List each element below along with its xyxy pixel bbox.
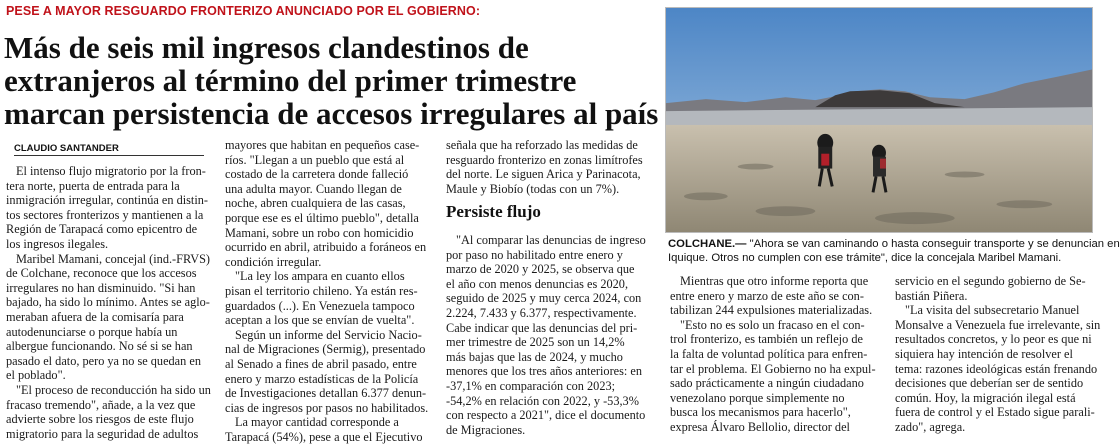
- text-line: servicio en el segundo gobierno de Se-: [895, 274, 1086, 288]
- text-line: fuera de control y el Estado sigue parali-: [895, 405, 1095, 420]
- headline-line: Más de seis mil ingresos clandestinos de: [4, 30, 529, 65]
- text-line: bajado, ha sido lo mínimo. Antes se aglo-: [6, 295, 210, 310]
- text-line: mayores que habitan en pequeños case-: [225, 138, 420, 152]
- text-line: tema: razones ideológicas están frenando: [895, 361, 1098, 376]
- text-line: noche, abren cualquiera de las casas,: [225, 196, 406, 211]
- headline-line: extranjeros al término del primer trimestre: [4, 63, 577, 98]
- text-line: Según un informe del Servicio Nacio-: [235, 327, 422, 342]
- text-line: decisiones que deberían ser de sentido: [895, 376, 1084, 391]
- article-column-4: [670, 274, 880, 435]
- section-subhead: Persiste flujo: [446, 202, 541, 221]
- news-photo: [665, 7, 1093, 233]
- text-line: Tarapacá (54%), pese a que el Ejecutivo: [225, 429, 423, 444]
- text-line: tera norte, puerta de entrada para la: [6, 178, 180, 193]
- text-line: "Al comparar las denuncias de ingreso: [456, 233, 646, 247]
- text-line: entre enero y marzo de este año se con-: [670, 288, 864, 303]
- text-line: Maule y Biobío (todas con un 7%).: [446, 181, 620, 196]
- text-line: porque ese es el último pueblo", detalla: [225, 210, 419, 225]
- text-line: "La ley los ampara en cuanto ellos: [235, 269, 405, 284]
- text-line: enero y marzo estadísticas de la Policía: [225, 371, 419, 386]
- text-line: expresa Álvaro Bellolio, director del: [670, 419, 850, 434]
- caption-line: Iquique. Otros no cumplen con ese trámite", dice la concejala Maribel Mamani.: [668, 252, 1062, 264]
- text-line: meraban afuera de la comisaría para: [6, 309, 184, 324]
- article-headline: [4, 30, 659, 131]
- text-line: de Investigaciones detallan 6.377 denun-: [225, 386, 427, 401]
- text-line: resguardo fronterizo en zonas limítrofes: [446, 152, 643, 167]
- text-line: Región de Tarapacá como epicentro de: [6, 222, 198, 237]
- text-line: los ingresos ilegales.: [6, 236, 109, 251]
- text-line: al Senado a fines de abril pasado, entre: [225, 356, 417, 371]
- article-kicker: PESE A MAYOR RESGUARDO FRONTERIZO ANUNCIADO POR EL GOBIERNO:: [6, 4, 481, 18]
- text-line: bastián Piñera.: [895, 288, 968, 303]
- text-line: señala que ha reforzado las medidas de: [446, 138, 638, 152]
- text-line: trol fronterizo, es también un reflejo de: [670, 332, 863, 347]
- text-line: el poblado".: [6, 368, 66, 383]
- photo-caption: [668, 237, 1120, 265]
- text-line: mer trimestre de 2025 son un 14,2%: [446, 335, 625, 350]
- caption-location-label: COLCHANE.—: [668, 238, 747, 250]
- text-line: Mamani, sobre un robo con homicidio: [225, 225, 414, 240]
- text-line: tar el problema. El Gobierno no ha expul-: [670, 361, 876, 376]
- text-line: Maribel Mamani, concejal (ind.-FRVS): [16, 251, 211, 266]
- text-line: pisan el territorio chileno. Ya están res-: [225, 283, 418, 298]
- altiplano-photo-illustration: [666, 8, 1092, 232]
- text-line: la falta de voluntad política para enfren-: [670, 346, 868, 361]
- text-line: busca los mecanismos para hacerlo",: [670, 405, 851, 420]
- article-column-2: [225, 138, 435, 444]
- text-line: ríos. "Llegan a un pueblo que está al: [225, 152, 405, 167]
- text-line: ocurrido en abril, atribuido a foráneos en: [225, 240, 427, 255]
- text-line: resultados concretos, y lo peor es que ni: [895, 332, 1092, 347]
- text-line: La mayor cantidad corresponde a: [235, 415, 399, 430]
- article-column-3: [446, 138, 656, 196]
- text-line: aceptan a los que se envían de vuelta".: [225, 313, 415, 328]
- text-line: Monsalve a Venezuela fue irrelevante, sin: [895, 317, 1101, 332]
- text-line: 2.224, 7.433 y 6.377, respectivamente.: [446, 305, 637, 320]
- text-line: sado prácticamente a ningún ciudadano: [670, 376, 864, 391]
- caption-line: [668, 237, 1120, 251]
- text-line: advierte sobre los riesgos de este flujo: [6, 412, 194, 427]
- text-line: migratorio para la seguridad de adultos: [6, 426, 199, 441]
- text-line: condición irregular.: [225, 254, 322, 269]
- text-line: cias de ingresos por pasos no habilitados.: [225, 400, 429, 415]
- text-line: guardados (...). En Venezuela tampoco: [225, 298, 415, 313]
- text-line: común. Hoy, la migración ilegal está: [895, 390, 1076, 405]
- text-line: El intenso flujo migratorio por la fron-: [16, 164, 206, 178]
- text-line: de Colchane, reconoce que los accesos: [6, 266, 197, 281]
- text-line: costado de la carretera donde falleció: [225, 167, 409, 182]
- text-line: "Esto no es solo un fracaso en el con-: [680, 317, 865, 332]
- text-line: seguido de 2025 y muy cerca 2024, con: [446, 291, 642, 306]
- text-line: el año con menos denuncias es 2020,: [446, 276, 629, 291]
- text-line: venezolano porque simplemente no: [670, 390, 845, 405]
- text-line: una adulta mayor. Cuando llegan de: [225, 181, 402, 196]
- text-line: autodenunciarse o porque había un: [6, 324, 178, 339]
- text-line: Mientras que otro informe reporta que: [680, 274, 869, 288]
- text-line: con respecto a 2021", dice el documento: [446, 408, 646, 423]
- text-line: -54,2% en relación con 2022, y -53,3%: [446, 393, 639, 408]
- article-column-5: [895, 274, 1100, 435]
- byline-divider: [14, 155, 204, 156]
- text-line: marzo de 2020 y 2025, se observa que: [446, 262, 635, 277]
- text-line: tabilizan 244 expulsiones materializadas.: [670, 303, 873, 318]
- text-line: de Migraciones.: [446, 422, 526, 437]
- text-line: tos sectores fronterizos y mantienen a la: [6, 207, 204, 222]
- text-line: zado", agrega.: [895, 419, 966, 434]
- text-line: menores que los tres años anteriores: en: [446, 364, 643, 379]
- text-line: "El proceso de reconducción ha sido un: [16, 382, 211, 397]
- text-line: Cabe indicar que las denuncias del pri-: [446, 320, 638, 335]
- article-column-3-continued: [446, 233, 656, 437]
- headline-line: marcan persistencia de accesos irregulares al país: [4, 96, 659, 131]
- text-line: inmigración irregular, continúa en distin-: [6, 193, 209, 208]
- text-line: más bajas que las de 2024, y mucho: [446, 349, 623, 364]
- text-line: del norte. Le siguen Arica y Parinacota,: [446, 167, 641, 182]
- text-line: -37,1% en comparación con 2023;: [446, 378, 616, 393]
- text-line: "La visita del subsecretario Manuel: [905, 303, 1080, 318]
- caption-text: "Ahora se van caminando o hasta conseguir transporte y se denuncian en: [746, 238, 1120, 250]
- text-line: nal de Migraciones (Sermig), presentado: [225, 342, 426, 357]
- author-byline: CLAUDIO SANTANDER: [14, 143, 119, 154]
- text-line: siquiera hay intención de resolver el: [895, 346, 1073, 361]
- text-line: fracaso tremendo", añade, a la vez que: [6, 397, 196, 412]
- text-line: albergue funcionando. No sé si se han: [6, 339, 193, 354]
- text-line: pasado el dato, pero ya no se quedan en: [6, 353, 201, 368]
- text-line: por paso no habilitado entre enero y: [446, 247, 623, 262]
- article-column-1: [6, 164, 211, 441]
- text-line: irregulares no han disminuido. "Si han: [6, 280, 196, 295]
